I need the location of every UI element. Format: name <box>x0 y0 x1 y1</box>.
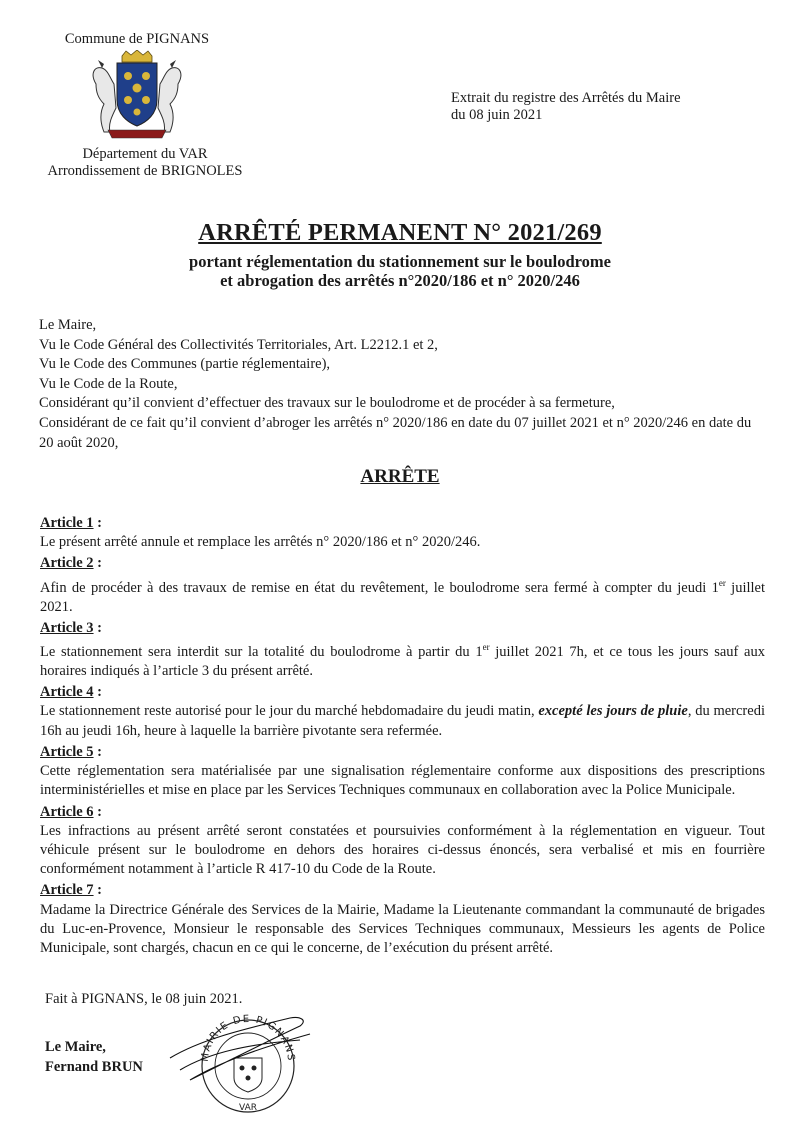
preamble-line: Considérant de ce fait qu’il convient d’abroger les arrêtés n° 2020/186 en date du 07 juillet 2021 et n° 2020/246 en date du 20 août 2020, <box>39 414 752 451</box>
svg-text:MAIRIE DE PIGNANS: MAIRIE DE PIGNANS <box>199 1013 297 1063</box>
decision-heading: ARRÊTE <box>360 466 440 487</box>
subtitle-line-2: et abrogation des arrêtés n°2020/186 et n° 2020/246 <box>220 271 580 290</box>
article-text: Afin de procéder à des travaux de remise en état du revêtement, le boulodrome sera fermé à compter du jeudi 1er juillet 2021. <box>40 577 765 615</box>
preamble-line: Vu le Code Général des Collectivités Territoriales, Art. L2212.1 et 2, <box>39 336 438 353</box>
article-6: Article 6 : Les infractions au présent arrêté seront constatées et poursuivies conformément à la réglementation en vigueur. Tout véhicule présent sur le boulodrome en dehors des horaires ci-dessus énoncés, sera verbalisé et mis en fourrière conformément notamment à l’article R 417-10 du Code de la Route. <box>40 803 765 880</box>
article-title: Article 5 <box>40 743 94 760</box>
article-title: Article 2 <box>40 555 94 572</box>
article-text: Les infractions au présent arrêté seront constatées et poursuivies conformément à la réglementation en vigueur. Tout véhicule présent sur le boulodrome en dehors des horaires ci-dessus énoncés, sera verbalisé et mis en fourrière conformément notamment à l’article R 417-10 du Code de la Route. <box>40 822 765 878</box>
mayor-stamp-and-signature-icon <box>150 1000 320 1125</box>
signatory-name: Fernand BRUN <box>45 1059 143 1075</box>
article-title: Article 6 <box>40 803 94 820</box>
article-5: Article 5 : Cette réglementation sera matérialisée par une signalisation réglementaire conforme aux dispositions des prescriptions interministérielles et mise en place par les Services Techniques communaux en collaboration avec la Police Municipale. <box>40 743 765 801</box>
article-text: Le stationnement reste autorisé pour le jour du marché hebdomadaire du jeudi matin, excepté les jours de pluie, du mercredi 16h au jeudi 16h, heure à laquelle la barrière pivotante sera refermée. <box>40 703 765 739</box>
article-3: Article 3 : Le stationnement sera interdit sur la totalité du boulodrome à partir du 1er juillet 2021 7h, et ce tous les jours sauf aux horaires indiqués à l’article 3 du présent arrêté. <box>40 619 765 681</box>
article-title: Article 1 <box>40 515 94 531</box>
preamble-line: Vu le Code de la Route, <box>39 375 178 392</box>
document-title: ARRÊTÉ PERMANENT N° 2021/269 <box>198 219 602 246</box>
article-1: Article 1 : Le présent arrêté annule et remplace les arrêtés n° 2020/186 et n° 2020/246. <box>40 514 765 552</box>
commune-name: Commune de PIGNANS <box>64 31 210 47</box>
coat-of-arms-icon <box>84 50 190 140</box>
extract-line-1: Extrait du registre des Arrêtés du Maire <box>451 90 681 106</box>
article-title: Article 7 <box>40 882 94 899</box>
article-title: Article 3 <box>40 619 94 636</box>
document-subtitle <box>0 252 800 290</box>
article-text: Madame la Directrice Générale des Services de la Mairie, Madame la Lieutenante commandant la communauté de brigades du Luc-en-Provence, Monsieur le responsable des Services Techniques communaux, Messieurs les agents de Police Municipale, sont chargés, chacun en ce qui le concerne, de l’exécution du présent arrêté. <box>40 901 765 956</box>
register-extract <box>451 90 681 124</box>
preamble-line: Considérant qu’il convient d’effectuer des travaux sur le boulodrome et de procéder à sa fermeture, <box>39 395 615 412</box>
svg-text:VAR: VAR <box>239 1103 257 1113</box>
arrondissement-name: Arrondissement de BRIGNOLES <box>47 163 243 179</box>
signatory-block <box>45 1037 143 1077</box>
article-2: Article 2 : Afin de procéder à des travaux de remise en état du revêtement, le boulodrome sera fermé à compter du jeudi 1er juillet 2021. <box>40 554 765 616</box>
preamble <box>39 316 765 453</box>
articles-list <box>40 514 765 960</box>
article-4: Article 4 : Le stationnement reste autorisé pour le jour du marché hebdomadaire du jeudi matin, excepté les jours de pluie, du mercredi 16h au jeudi 16h, heure à laquelle la barrière pivotante sera refermée. <box>40 683 765 741</box>
article-text: Le présent arrêté annule et remplace les arrêtés n° 2020/186 et n° 2020/246. <box>40 534 481 551</box>
article-title: Article 4 <box>40 684 94 701</box>
article-7: Article 7 : Madame la Directrice Générale des Services de la Mairie, Madame la Lieutenante commandant la communauté de brigades du Luc-en-Provence, Monsieur le responsable des Services Techniques communaux, Messieurs les agents de Police Municipale, sont chargés, chacun en ce qui le concerne, de l’exécution du présent arrêté. <box>40 881 765 958</box>
place-and-date: Fait à PIGNANS, le 08 juin 2021. <box>45 991 243 1007</box>
signatory-title: Le Maire, <box>45 1039 106 1055</box>
preamble-line: Le Maire, <box>39 317 97 333</box>
article-text: Cette réglementation sera matérialisée par une signalisation réglementaire conforme aux dispositions des prescriptions interministérielles et mise en place par les Services Techniques communaux en collaboration avec la Police Municipale. <box>40 763 765 799</box>
subtitle-line-1: portant réglementation du stationnement sur le boulodrome <box>189 252 611 271</box>
extract-line-2: du 08 juin 2021 <box>451 107 543 123</box>
department-block <box>20 146 270 180</box>
preamble-line: Vu le Code des Communes (partie réglementaire), <box>39 356 331 373</box>
article-text: Le stationnement sera interdit sur la totalité du boulodrome à partir du 1er juillet 2021 7h, et ce tous les jours sauf aux horaires indiqués à l’article 3 du présent arrêté. <box>40 642 765 680</box>
department-name: Département du VAR <box>82 146 208 162</box>
